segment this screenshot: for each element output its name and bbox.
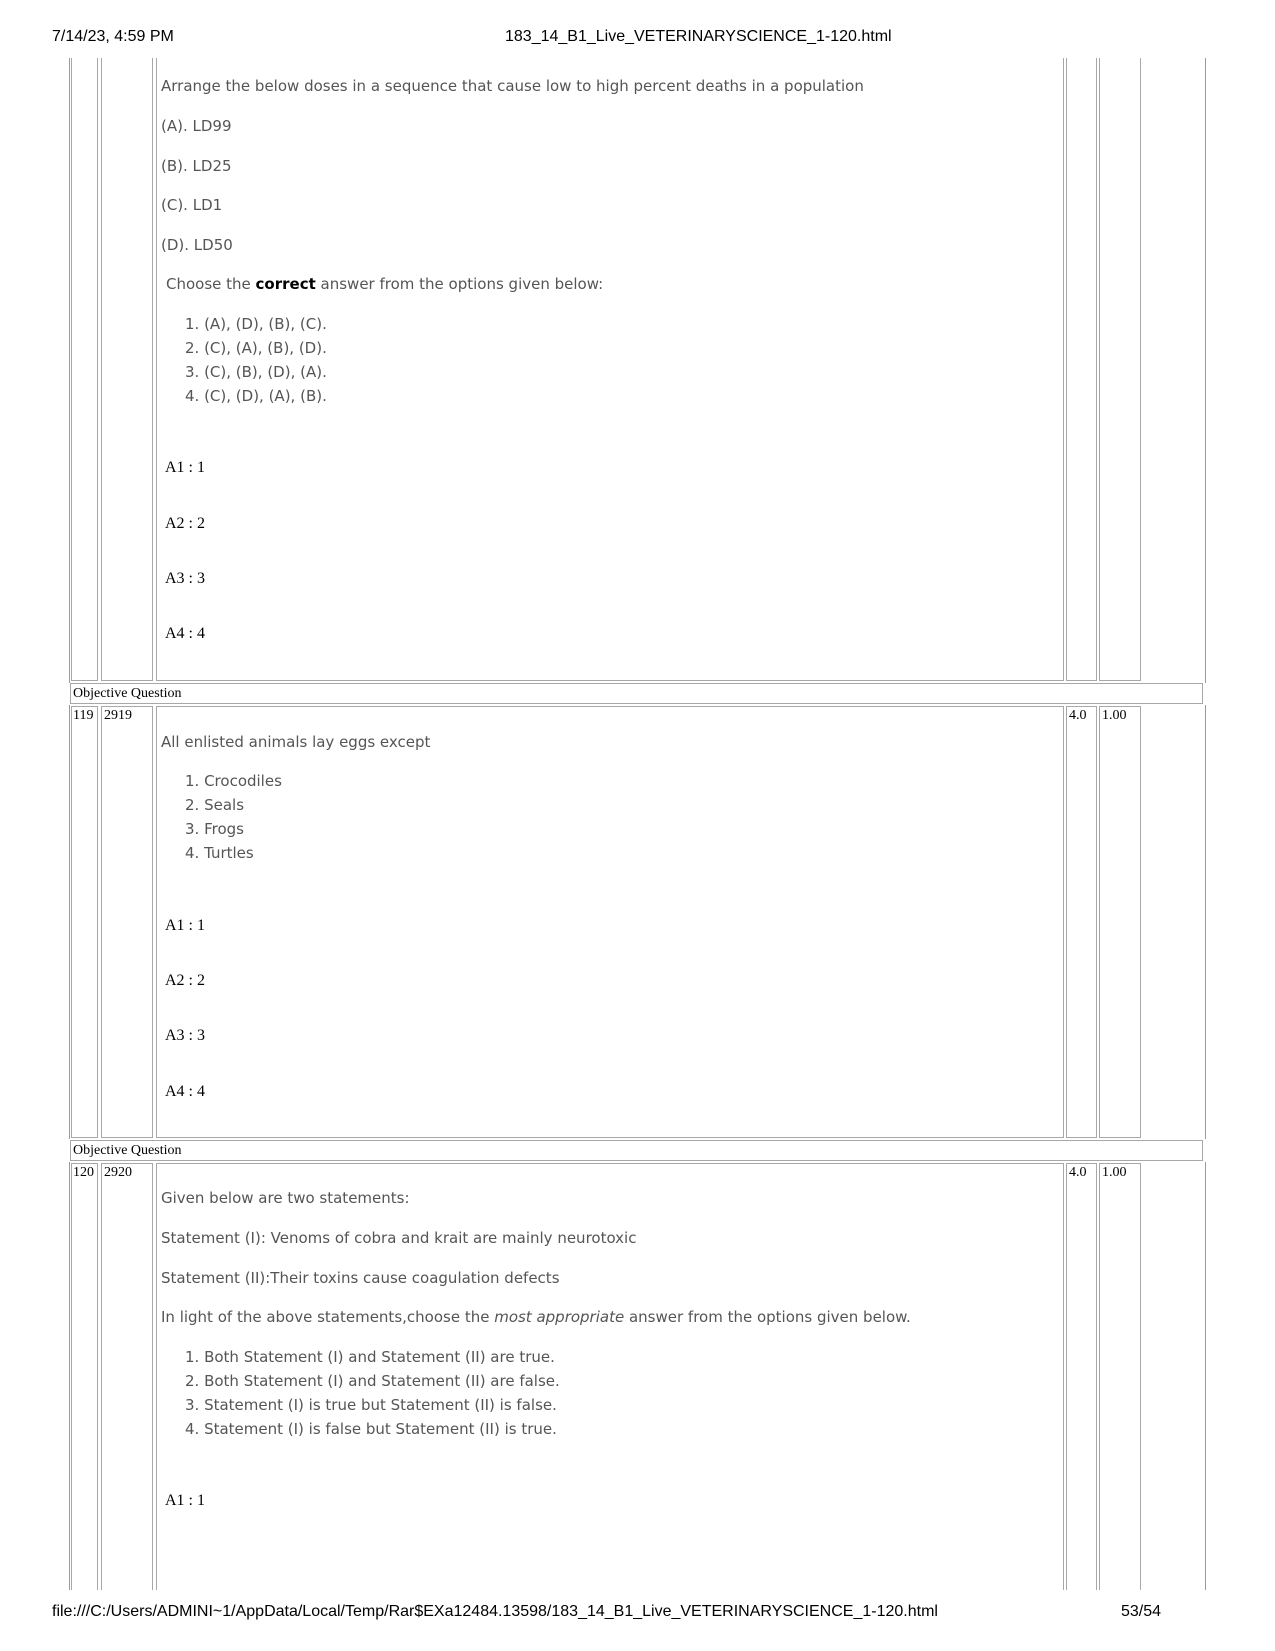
print-file-path: file:///C:/Users/ADMINI~1/AppData/Local/Temp/Rar$EXa12484.13598/183_14_B1_Live_VETERINARYSCIENCE_1-120.html — [52, 1603, 938, 1620]
list-item: (D). LD50 — [161, 236, 233, 254]
question-type-label: Objective Question — [70, 683, 1203, 704]
id-cell — [101, 706, 153, 1138]
marks: 4.0 — [1069, 708, 1087, 723]
answer-a2: A2 : 2 — [165, 515, 205, 532]
answer-a1: A1 : 1 — [165, 1492, 205, 1509]
instruction: In light of the above statements,choose the most appropriate answer from the options given below. — [161, 1308, 911, 1326]
answer-a4: A4 : 4 — [165, 625, 205, 642]
list-item: (C). LD1 — [161, 196, 223, 214]
question-id: 2920 — [104, 1165, 132, 1180]
option-3: 3. Statement (I) is true but Statement (II) is false. — [185, 1396, 557, 1414]
serial-cell — [71, 58, 98, 681]
serial-cell — [71, 1163, 98, 1590]
option-4: 4. Turtles — [185, 844, 254, 862]
option-2: 2. (C), (A), (B), (D). — [185, 339, 327, 357]
instruction: Choose the correct answer from the options given below: — [166, 275, 604, 293]
id-cell — [101, 1163, 153, 1590]
option-1: 1. (A), (D), (B), (C). — [185, 315, 327, 333]
negative-marks: 1.00 — [1102, 1165, 1127, 1180]
option-1: 1. Crocodiles — [185, 772, 282, 790]
print-doc-title: 183_14_B1_Live_VETERINARYSCIENCE_1-120.html — [505, 28, 892, 45]
option-3: 3. Frogs — [185, 820, 244, 838]
marks-cell — [1066, 58, 1097, 681]
serial-number: 119 — [73, 708, 94, 723]
question-intro: Given below are two statements: — [161, 1189, 410, 1207]
marks-cell — [1066, 1163, 1097, 1590]
option-4: 4. (C), (D), (A), (B). — [185, 387, 327, 405]
negative-marks-cell — [1099, 706, 1141, 1138]
serial-cell — [71, 706, 98, 1138]
negative-marks-cell — [1099, 58, 1141, 681]
negative-marks-cell — [1099, 1163, 1141, 1590]
question-stem: Arrange the below doses in a sequence that cause low to high percent deaths in a population — [161, 77, 864, 95]
print-page-number: 53/54 — [1121, 1603, 1162, 1620]
answer-a3: A3 : 3 — [165, 1027, 205, 1044]
marks-cell — [1066, 706, 1097, 1138]
answer-a4: A4 : 4 — [165, 1083, 205, 1100]
answer-a2: A2 : 2 — [165, 972, 205, 989]
option-2: 2. Both Statement (I) and Statement (II) are false. — [185, 1372, 560, 1390]
print-timestamp: 7/14/23, 4:59 PM — [52, 28, 174, 45]
list-item: (A). LD99 — [161, 117, 232, 135]
negative-marks: 1.00 — [1102, 708, 1127, 723]
statement-1: Statement (I): Venoms of cobra and krait are mainly neurotoxic — [161, 1229, 637, 1247]
marks: 4.0 — [1069, 1165, 1087, 1180]
option-2: 2. Seals — [185, 796, 245, 814]
question-cell — [156, 706, 1064, 1138]
answer-a1: A1 : 1 — [165, 459, 205, 476]
option-4: 4. Statement (I) is false but Statement (II) is true. — [185, 1420, 557, 1438]
option-1: 1. Both Statement (I) and Statement (II) are true. — [185, 1348, 555, 1366]
question-id: 2919 — [104, 708, 132, 723]
id-cell — [101, 58, 153, 681]
option-3: 3. (C), (B), (D), (A). — [185, 363, 327, 381]
serial-number: 120 — [73, 1165, 94, 1180]
answer-a3: A3 : 3 — [165, 570, 205, 587]
answer-a1: A1 : 1 — [165, 917, 205, 934]
statement-2: Statement (II):Their toxins cause coagulation defects — [161, 1269, 560, 1287]
question-type-label: Objective Question — [70, 1140, 1203, 1161]
list-item: (B). LD25 — [161, 157, 232, 175]
question-stem: All enlisted animals lay eggs except — [161, 733, 431, 751]
